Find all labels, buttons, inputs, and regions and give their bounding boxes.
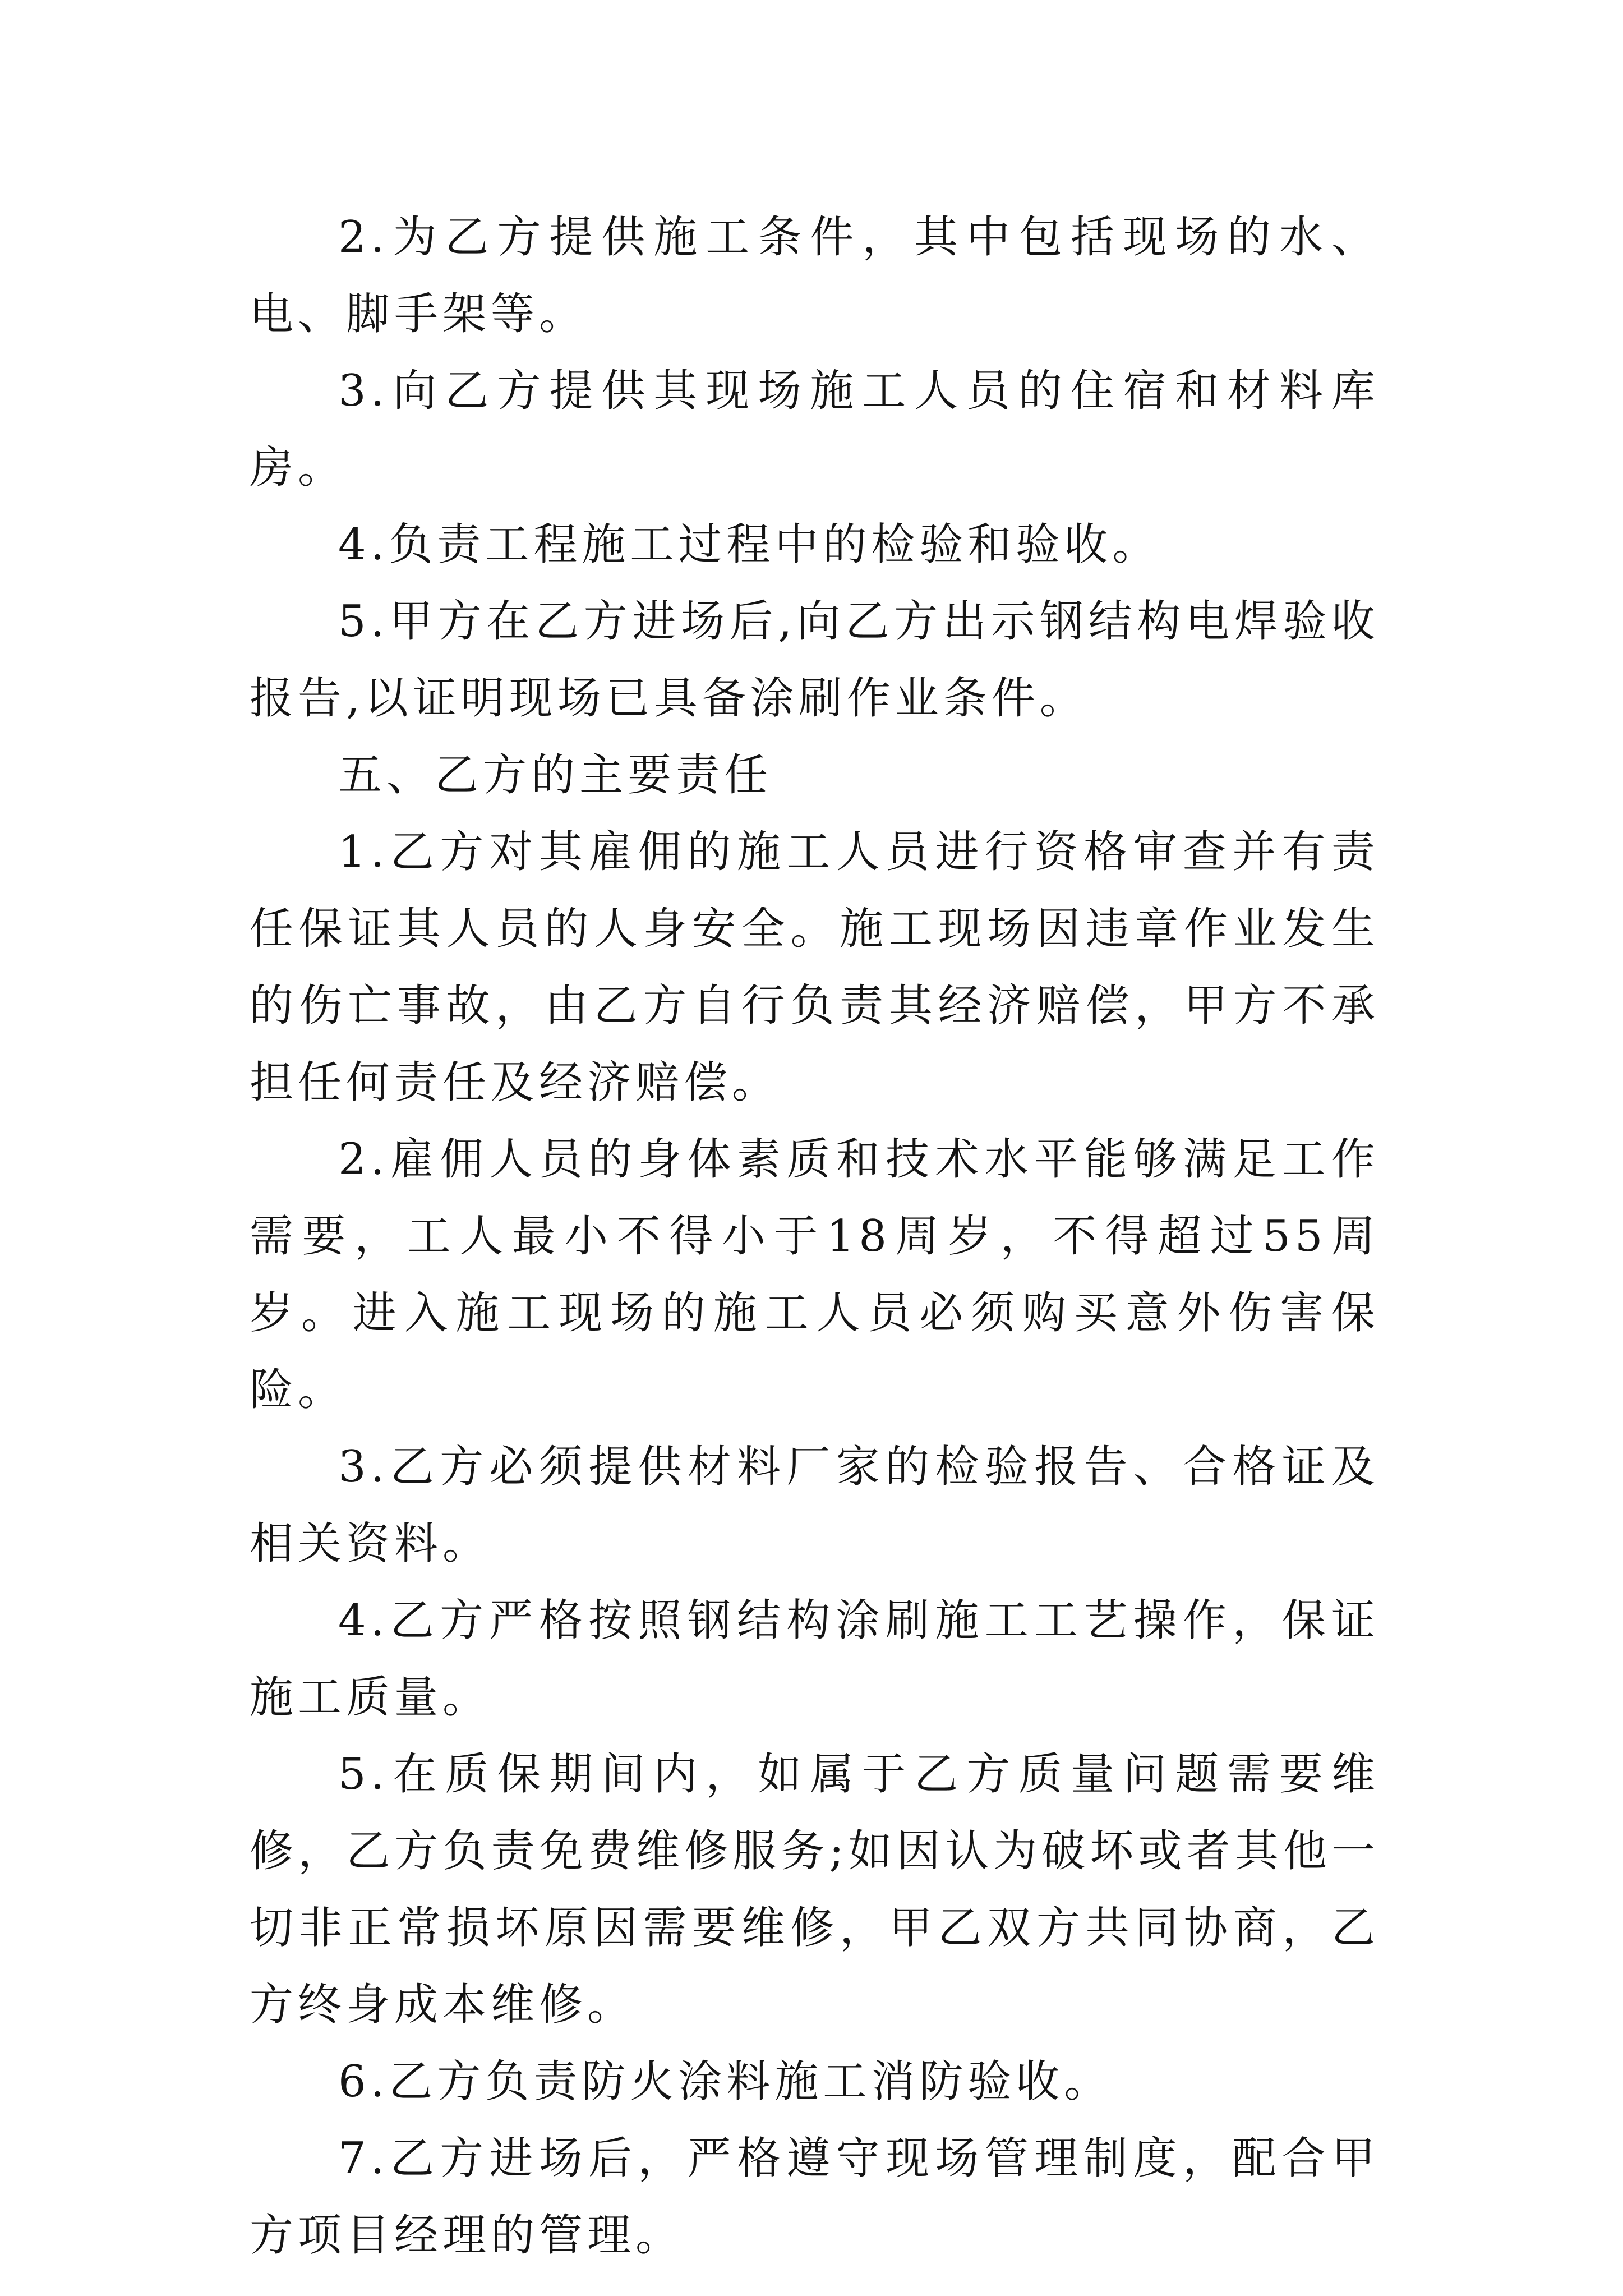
paragraph-party-a-2: 2.为乙方提供施工条件，其中包括现场的水、电、脚手架等。 bbox=[250, 212, 1380, 339]
paragraph-party-b-1: 1.乙方对其雇佣的施工人员进行资格审查并有责任保证其人员的人身安全。施工现场因违章作业发生的伤亡事故，由乙方自行负责其经济赔偿，甲方不承担任何责任及经济赔偿。 bbox=[250, 827, 1380, 1108]
paragraph-party-b-5: 5.在质保期间内，如属于乙方质量问题需要维修，乙方负责免费维修服务;如因认为破坏或者其他一切非正常损坏原因需要维修，甲乙双方共同协商，乙方终身成本维修。 bbox=[250, 1749, 1380, 2030]
paragraph-party-b-2: 2.雇佣人员的身体素质和技术水平能够满足工作需要，工人最小不得小于18周岁，不得超过55周岁。进入施工现场的施工人员必须购买意外伤害保险。 bbox=[250, 1134, 1380, 1415]
paragraph-party-b-6: 6.乙方负责防火涂料施工消防验收。 bbox=[338, 2056, 1113, 2107]
paragraph-party-a-3: 3.向乙方提供其现场施工人员的住宿和材料库房。 bbox=[250, 366, 1380, 493]
section-heading-party-b: 五、乙方的主要责任 bbox=[338, 750, 773, 800]
paragraph-party-a-5: 5.甲方在乙方进场后,向乙方出示钢结构电焊验收报告,以证明现场已具备涂刷作业条件。 bbox=[250, 596, 1380, 724]
paragraph-party-b-4: 4.乙方严格按照钢结构涂刷施工工艺操作，保证施工质量。 bbox=[250, 1595, 1380, 1723]
paragraph-party-b-3: 3.乙方必须提供材料厂家的检验报告、合格证及相关资料。 bbox=[250, 1442, 1380, 1569]
paragraph-party-a-4: 4.负责工程施工过程中的检验和验收。 bbox=[338, 519, 1161, 570]
paragraph-party-b-7: 7.乙方进场后，严格遵守现场管理制度，配合甲方项目经理的管理。 bbox=[250, 2133, 1380, 2261]
document-body bbox=[250, 199, 1380, 2274]
